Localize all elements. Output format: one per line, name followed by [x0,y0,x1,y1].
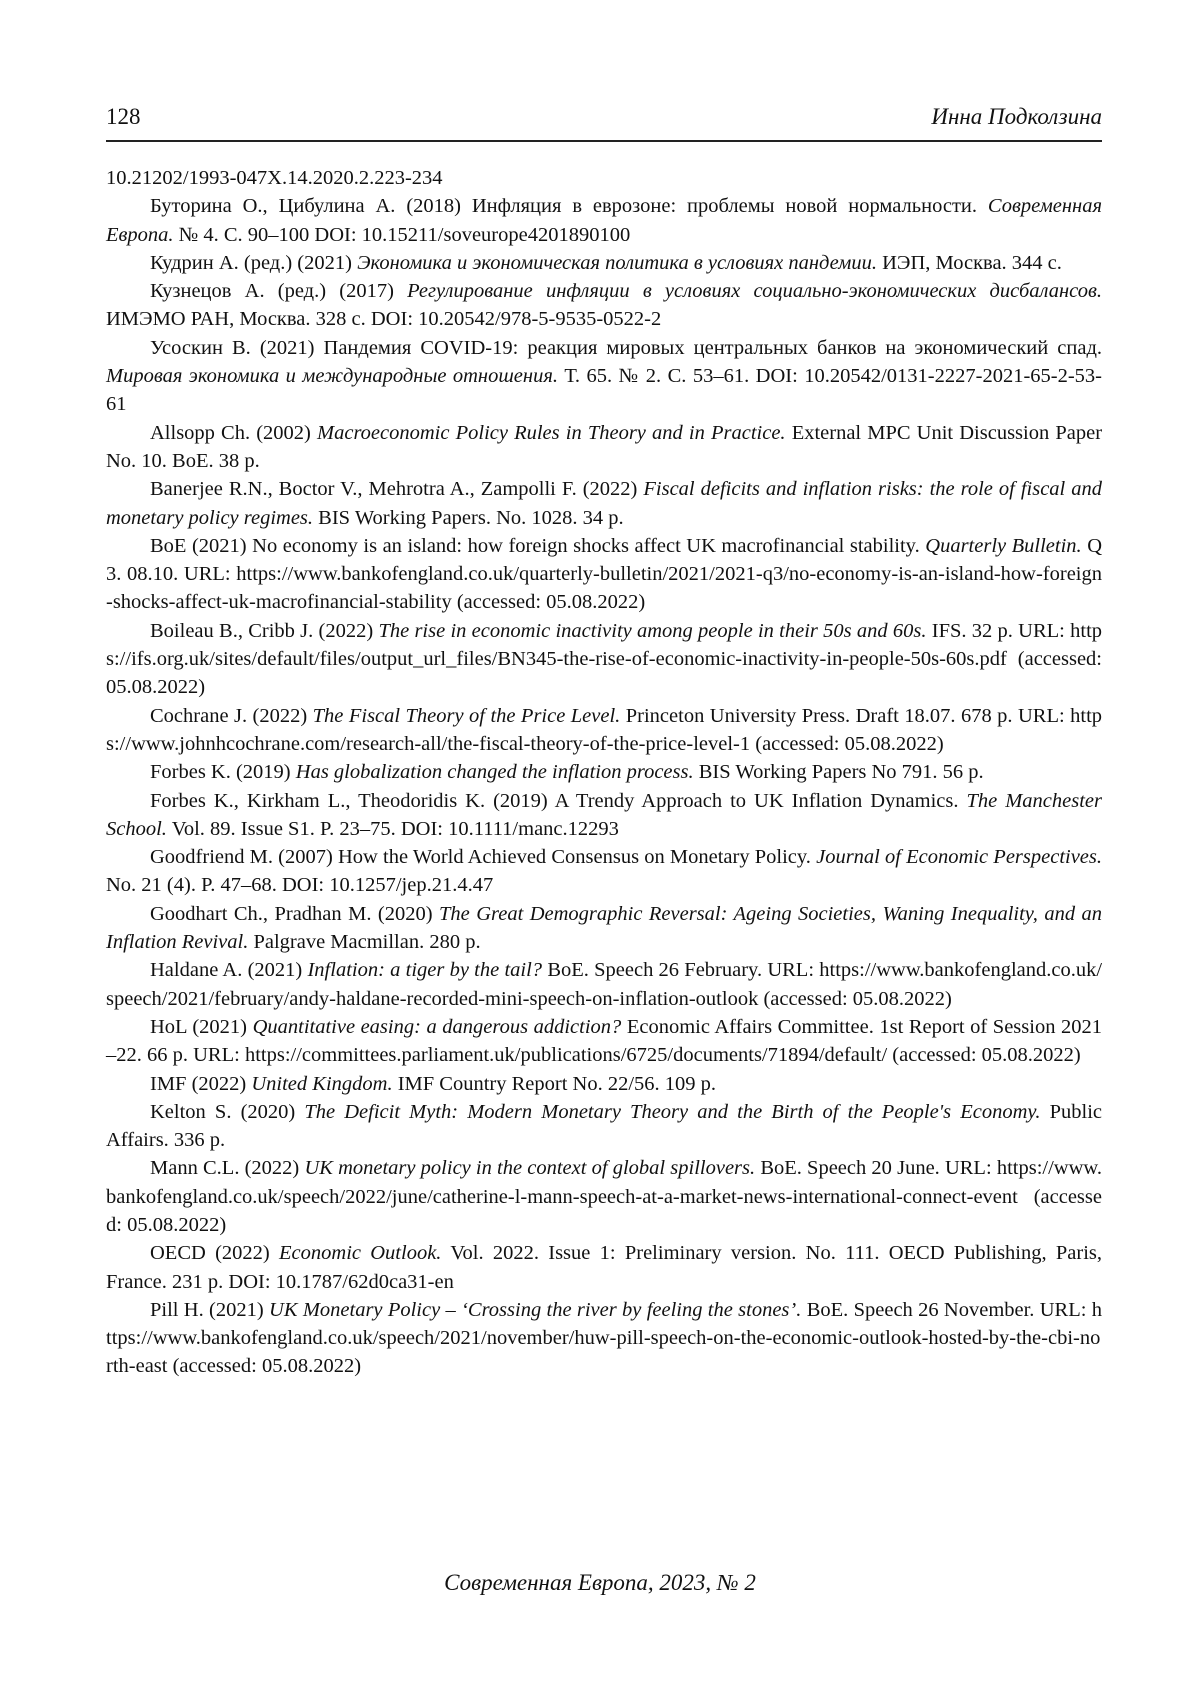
reference-post: BIS Working Papers. No. 1028. 34 p. [318,506,624,529]
reference-post: IFS. 32 p. URL: https://ifs.org.uk/sites/default/files/output_url_files/BN345-the-rise-of-economic-inactivity-in-people-50s-60s.pdf (accessed: 05.08.2022) [106,619,1103,699]
reference-post: BoE. Speech 20 June. URL: https://www.bankofengland.co.uk/speech/2022/june/catherine-l-mann-speech-at-a-market-news-international-connect-event (accessed: 05.08.2022) [106,1157,1102,1236]
reference-post: IMF Country Report No. 22/56. 109 p. [397,1072,717,1095]
reference-italic: Современная Европа. [106,195,1102,246]
reference-post: BIS Working Papers No 791. 56 p. [698,761,984,784]
reference-list [106,164,1102,1381]
reference-entry [106,164,1102,192]
reference-pre: Forbes K., Kirkham L., Theodoridis K. (2019) A Trendy Approach to UK Inflation Dynamics. [150,789,959,812]
reference-italic: The Deficit Myth: Modern Monetary Theory and the Birth of the People's Economy. [304,1100,1041,1123]
reference-pre: Mann C.L. (2022) [150,1157,300,1180]
reference-post: Princeton University Press. Draft 18.07. 678 p. URL: https://www.johnhcochrane.com/research-all/the-fiscal-theory-of-the-price-level-1 (accessed: 05.08.2022) [106,704,1103,755]
reference-italic: Регулирование инфляции в условиях социально-экономических дисбалансов. [407,280,1103,303]
reference-entry [106,475,1102,532]
reference-pre: Goodfriend M. (2007) How the World Achieved Consensus on Monetary Policy. [150,846,811,869]
reference-italic: Macroeconomic Policy Rules in Theory and in Practice. [317,421,786,444]
reference-italic: The Great Demographic Reversal: Ageing Societies, Waning Inequality, and an Inflation Revival. [106,902,1103,954]
reference-entry [106,419,1102,476]
reference-italic: UK Monetary Policy – ‘Crossing the river by feeling the stones’. [269,1298,802,1321]
reference-entry [106,956,1102,1013]
reference-pre: Кудрин А. (ред.) (2021) [150,251,352,274]
reference-pre: Boileau B., Cribb J. (2022) [150,619,374,642]
reference-entry [106,787,1102,844]
reference-pre: OECD (2022) [150,1242,270,1265]
running-header [106,104,1102,138]
reference-entry [106,758,1102,786]
reference-post: Vol. 2022. Issue 1: Preliminary version. No. 111. OECD Publishing, Paris, France. 231 p. DOI: 10.1787/62d0ca31-en [106,1242,1103,1293]
reference-entry [106,192,1102,249]
reference-post: BoE. Speech 26 November. URL: https://www.bankofengland.co.uk/speech/2021/november/huw-pill-speech-on-the-economic-outlook-hosted-by-the-cbi-north-east (accessed: 05.08.2022) [106,1298,1103,1378]
reference-entry [106,1296,1102,1381]
reference-pre: Кузнецов А. (ред.) (2017) [150,280,394,303]
reference-italic: The Fiscal Theory of the Price Level. [312,704,621,727]
reference-post: Т. 65. № 2. С. 53–61. DOI: 10.20542/0131-2227-2021-65-2-53-61 [106,365,1102,416]
reference-italic: Мировая экономика и международные отношения. [106,365,558,388]
reference-entry [106,702,1102,759]
reference-entry [106,900,1102,957]
reference-entry [106,277,1102,334]
reference-post: No. 21 (4). P. 47–68. DOI: 10.1257/jep.21.4.47 [106,874,494,897]
reference-entry [106,843,1102,900]
reference-italic: Quarterly Bulletin. [925,534,1082,557]
page-number: 128 [106,104,141,129]
reference-entry [106,1098,1102,1155]
reference-italic: The Manchester School. [106,789,1102,840]
reference-italic: Journal of Economic Perspectives. [816,846,1103,869]
reference-pre: Pill H. (2021) [150,1298,264,1321]
reference-italic: Quantitative easing: a dangerous addiction? [252,1015,622,1038]
reference-entry [106,617,1102,702]
reference-post: № 4. С. 90–100 DOI: 10.15211/soveurope4201890100 [178,223,631,246]
reference-post: ИЭП, Москва. 344 с. [882,251,1062,274]
reference-entry [106,532,1102,617]
reference-italic: The rise in economic inactivity among people in their 50s and 60s. [378,619,927,642]
reference-post: Palgrave Macmillan. 280 p. [253,931,481,954]
running-head-author: Инна Подколзина [931,104,1102,129]
reference-pre: BoE (2021) No economy is an island: how foreign shocks affect UK macrofinancial stability. [150,534,920,557]
running-footer-journal: Современная Европа, 2023, № 2 [444,1570,756,1595]
reference-post: Vol. 89. Issue S1. P. 23–75. DOI: 10.1111/manc.12293 [171,817,619,840]
reference-italic: Economic Outlook. [279,1242,442,1265]
header-rule [106,140,1102,142]
reference-pre: Goodhart Ch., Pradhan M. (2020) [150,902,433,925]
reference-post: Q3. 08.10. URL: https://www.bankofengland.co.uk/quarterly-bulletin/2021/2021-q3/no-economy-is-an-island-how-foreign-shocks-affect-uk-macrofinancial-stability (accessed: 05.08.2022) [106,534,1103,614]
reference-pre: Allsopp Ch. (2002) [150,421,311,444]
reference-pre: Forbes K. (2019) [150,761,291,784]
reference-italic: Fiscal deficits and inflation risks: the role of fiscal and monetary policy regimes. [106,478,1102,529]
reference-pre: Cochrane J. (2022) [150,704,308,727]
reference-pre: Усоскин В. (2021) Пандемия COVID-19: реакция мировых центральных банков на экономический спад. [150,336,1102,359]
reference-pre: Буторина О., Цибулина А. (2018) Инфляция в еврозоне: проблемы новой нормальности. [150,195,977,218]
reference-italic: UK monetary policy in the context of global spillovers. [304,1157,756,1180]
reference-italic: Has globalization changed the inflation process. [295,761,694,784]
reference-entry [106,1239,1102,1296]
reference-entry [106,1013,1102,1070]
reference-pre: Banerjee R.N., Boctor V., Mehrotra A., Zampolli F. (2022) [150,478,638,501]
reference-entry [106,1070,1102,1098]
reference-post: ИМЭМО РАН, Москва. 328 с. DOI: 10.20542/978-5-9535-0522-2 [106,308,662,331]
reference-italic: Inflation: a tiger by the tail? [307,959,543,982]
reference-italic: Экономика и экономическая политика в условиях пандемии. [357,251,877,274]
reference-entry [106,1154,1102,1239]
reference-post: Economic Affairs Committee. 1st Report of Session 2021–22. 66 p. URL: https://committees.parliament.uk/publications/6725/documents/71894/default/ (accessed: 05.08.2022) [106,1015,1102,1067]
reference-pre: HoL (2021) [150,1015,248,1038]
reference-post: BoE. Speech 26 February. URL: https://www.bankofengland.co.uk/speech/2021/february/andy-haldane-recorded-mini-speech-on-inflation-outlook (accessed: 05.08.2022) [106,959,1103,1010]
reference-post: Public Affairs. 336 p. [106,1100,1102,1152]
reference-post: External MPC Unit Discussion Paper No. 10. BoE. 38 p. [106,421,1103,472]
reference-pre: IMF (2022) [150,1072,247,1095]
reference-pre: 10.21202/1993-047X.14.2020.2.223-234 [106,167,443,189]
reference-italic: United Kingdom. [251,1072,393,1095]
reference-pre: Kelton S. (2020) [150,1100,296,1123]
reference-entry [106,249,1102,277]
reference-entry [106,334,1102,419]
reference-pre: Haldane A. (2021) [150,959,303,982]
